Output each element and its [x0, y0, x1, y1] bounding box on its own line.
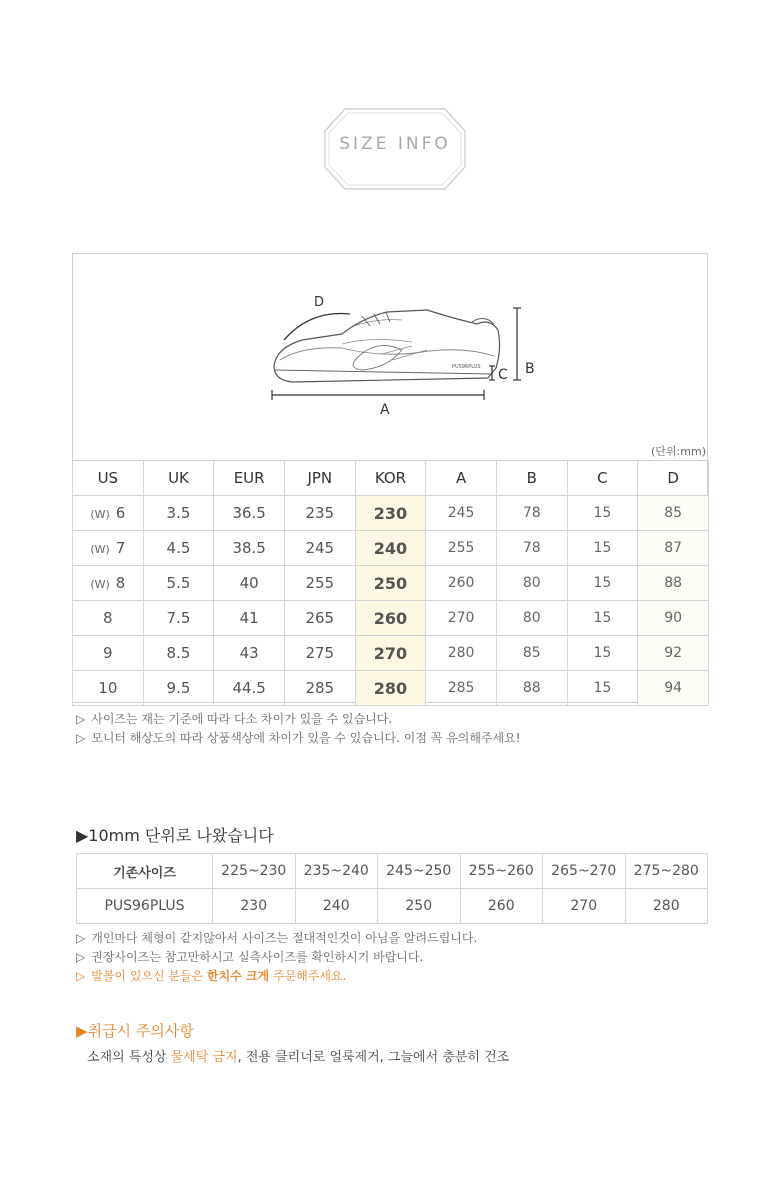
note-emphasis: 한치수 크게: [207, 969, 270, 983]
cell-d: 94: [638, 671, 709, 706]
cell-uk: 9.5: [143, 671, 214, 706]
fit-notes: [76, 929, 477, 986]
size-table: [72, 460, 709, 706]
cell-c: 15: [567, 601, 638, 636]
triangle-right-icon: ▷: [76, 969, 86, 983]
cell-kor: 260: [355, 601, 426, 636]
cell-d: 92: [638, 636, 709, 671]
cell-uk: 7.5: [143, 601, 214, 636]
table-row: [73, 671, 709, 706]
cell-us: [73, 636, 144, 671]
header-c: C: [567, 461, 638, 496]
table-row: [73, 531, 709, 566]
note-text: 권장사이즈는 참고만하시고 실측사이즈를 확인하시기 바랍니다.: [91, 950, 424, 964]
brand-size-cell: 240: [295, 889, 378, 924]
note-text: 발볼이 있으신 분들은: [91, 969, 208, 983]
label-c: C: [498, 367, 508, 383]
conversion-heading: ▶10mm 단위로 나왔습니다: [76, 826, 274, 845]
note-text: 주문해주세요.: [269, 969, 347, 983]
care-text-part: , 전용 클리너로 얼룩제거, 그늘에서 충분히 건조: [237, 1050, 510, 1065]
table-row: [73, 496, 709, 531]
cell-a: 285: [426, 671, 497, 706]
measure-d-arc: [284, 314, 350, 340]
cell-jpn: 275: [284, 636, 355, 671]
brand-size-cell: 260: [460, 889, 543, 924]
base-size-cell: 275~280: [625, 854, 708, 889]
women-tag: (W): [90, 578, 110, 591]
care-heading: ▶취급시 주의사항: [76, 1022, 194, 1040]
cell-eur: 40: [214, 566, 285, 601]
table-row: [77, 854, 708, 889]
label-base-size: 기존사이즈: [77, 854, 213, 889]
cell-d: 85: [638, 496, 709, 531]
note-item: [76, 729, 521, 748]
cell-kor: 270: [355, 636, 426, 671]
header-eur: EUR: [214, 461, 285, 496]
cell-us: [73, 671, 144, 706]
unit-note: (단위:mm): [651, 445, 706, 458]
note-item: [76, 948, 477, 967]
table-row: [77, 889, 708, 924]
cell-uk: 8.5: [143, 636, 214, 671]
table-row: [73, 566, 709, 601]
cell-b: 80: [496, 566, 567, 601]
cell-b: 80: [496, 601, 567, 636]
table-row: [73, 601, 709, 636]
us-value: 10: [98, 679, 118, 697]
cell-uk: 3.5: [143, 496, 214, 531]
base-size-cell: 255~260: [460, 854, 543, 889]
women-tag: (W): [90, 508, 110, 521]
cell-kor: 230: [355, 496, 426, 531]
base-size-cell: 245~250: [378, 854, 461, 889]
note-item-highlight: [76, 967, 477, 986]
triangle-right-icon: ▷: [76, 950, 86, 964]
conversion-table: [76, 853, 708, 924]
cell-jpn: 245: [284, 531, 355, 566]
cell-d: 87: [638, 531, 709, 566]
label-b: B: [525, 361, 535, 377]
cell-us: [73, 531, 144, 566]
cell-a: 280: [426, 636, 497, 671]
header-b: B: [496, 461, 567, 496]
label-brand-size: PUS96PLUS: [77, 889, 213, 924]
size-table-header-row: [73, 461, 709, 496]
header-us: US: [73, 461, 144, 496]
shoe-diagram: [262, 288, 547, 420]
cell-b: 85: [496, 636, 567, 671]
note-text: 사이즈는 재는 기준에 따라 다소 차이가 있을 수 있습니다.: [91, 712, 393, 726]
header-d: D: [638, 461, 709, 496]
cell-jpn: 285: [284, 671, 355, 706]
note-item: [76, 710, 521, 729]
cell-kor: 240: [355, 531, 426, 566]
cell-eur: 36.5: [214, 496, 285, 531]
cell-c: 15: [567, 671, 638, 706]
header-a: A: [426, 461, 497, 496]
cell-c: 15: [567, 531, 638, 566]
us-value: 7: [115, 539, 126, 557]
cell-us: [73, 601, 144, 636]
cell-eur: 38.5: [214, 531, 285, 566]
women-tag: (W): [90, 543, 110, 556]
care-text: [87, 1046, 509, 1065]
care-emphasis: 물세탁 금지: [170, 1050, 238, 1065]
cell-c: 15: [567, 496, 638, 531]
cell-kor: 280: [355, 671, 426, 706]
cell-jpn: 255: [284, 566, 355, 601]
cell-a: 245: [426, 496, 497, 531]
cell-a: 260: [426, 566, 497, 601]
us-value: 8: [115, 574, 126, 592]
brand-size-cell: 250: [378, 889, 461, 924]
cell-a: 255: [426, 531, 497, 566]
label-d: D: [314, 295, 325, 310]
cell-a: 270: [426, 601, 497, 636]
cell-uk: 5.5: [143, 566, 214, 601]
cell-c: 15: [567, 566, 638, 601]
us-value: 8: [103, 609, 113, 627]
cell-c: 15: [567, 636, 638, 671]
note-text: 모니터 해상도의 따라 상품색상에 차이가 있을 수 있습니다. 이점 꼭 유의해주세요!: [91, 731, 521, 745]
cell-us: [73, 496, 144, 531]
triangle-right-icon: ▷: [76, 712, 86, 726]
table-row: [73, 636, 709, 671]
us-value: 9: [103, 644, 113, 662]
label-a: A: [380, 402, 390, 418]
cell-b: 78: [496, 531, 567, 566]
cell-b: 78: [496, 496, 567, 531]
size-notes: [76, 710, 521, 748]
cell-d: 90: [638, 601, 709, 636]
size-info-title: SIZE INFO: [339, 134, 451, 154]
triangle-right-icon: ▷: [76, 931, 86, 945]
header-kor: KOR: [355, 461, 426, 496]
header-uk: UK: [143, 461, 214, 496]
cell-b: 88: [496, 671, 567, 706]
note-text: 개인마다 체형이 같지않아서 사이즈는 절대적인것이 아님을 알려드립니다.: [91, 931, 478, 945]
base-size-cell: 225~230: [213, 854, 296, 889]
base-size-cell: 235~240: [295, 854, 378, 889]
brand-size-cell: 230: [213, 889, 296, 924]
cell-eur: 43: [214, 636, 285, 671]
base-size-cell: 265~270: [543, 854, 626, 889]
us-value: 6: [115, 504, 126, 522]
care-text-part: 소재의 특성상: [87, 1050, 171, 1065]
brand-size-cell: 270: [543, 889, 626, 924]
note-item: [76, 929, 477, 948]
cell-eur: 44.5: [214, 671, 285, 706]
cell-eur: 41: [214, 601, 285, 636]
cell-jpn: 235: [284, 496, 355, 531]
brand-size-cell: 280: [625, 889, 708, 924]
triangle-right-icon: ▷: [76, 731, 86, 745]
cell-jpn: 265: [284, 601, 355, 636]
cell-d: 88: [638, 566, 709, 601]
header-jpn: JPN: [284, 461, 355, 496]
cell-uk: 4.5: [143, 531, 214, 566]
cell-us: [73, 566, 144, 601]
shoe-brand-label: PUS96PLUS: [452, 364, 481, 370]
cell-kor: 250: [355, 566, 426, 601]
